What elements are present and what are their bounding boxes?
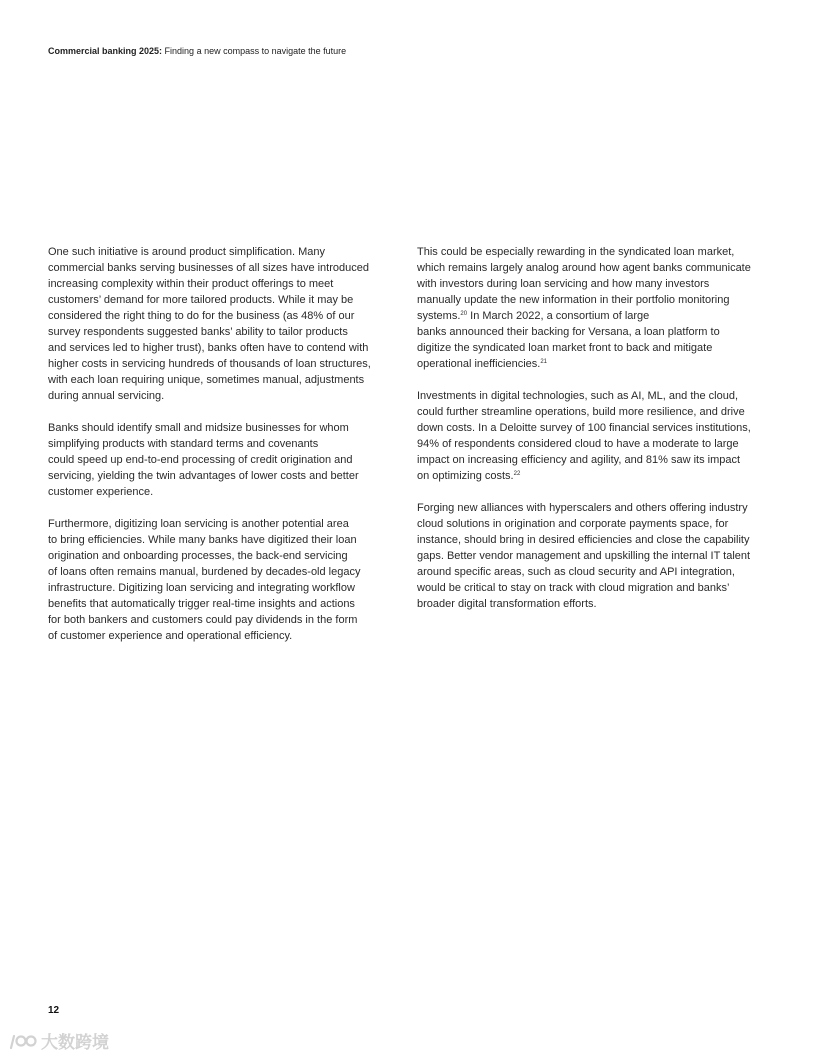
text-line: and services led to higher trust), banks often have to contend with [48, 342, 369, 354]
text-line: One such initiative is around product simplification. Many [48, 246, 325, 258]
text-line: around specific areas, such as cloud security and API integration, [417, 566, 735, 578]
text-line: Furthermore, digitizing loan servicing is another potential area [48, 518, 349, 530]
text-line: for both bankers and customers could pay dividends in the form [48, 614, 358, 626]
text-line: cloud solutions in origination and corporate payments space, for [417, 518, 729, 530]
text-line: Banks should identify small and midsize businesses for whom [48, 422, 349, 434]
text-line [417, 356, 767, 372]
text-line: digitize the syndicated loan market front to back and mitigate [417, 342, 713, 354]
text-line: gaps. Better vendor management and upskilling the internal IT talent [417, 550, 751, 562]
text-line: commercial banks serving businesses of all sizes have introduced [48, 262, 369, 274]
text-line: customer experience. [48, 486, 154, 498]
footnote-ref-21: 21 [540, 359, 548, 365]
right-column [417, 244, 767, 628]
footnote-ref-20: 20 [460, 311, 468, 317]
text-line: This could be especially rewarding in the syndicated loan market, [417, 246, 735, 258]
header-subtitle: Finding a new compass to navigate the future [162, 46, 347, 56]
text-line: survey respondents suggested banks’ ability to tailor products [48, 326, 348, 338]
text-line: benefits that automatically trigger real-time insights and actions [48, 598, 355, 610]
header-title-bold: Commercial banking 2025: [48, 46, 163, 56]
running-header [48, 46, 346, 56]
text-line: Investments in digital technologies, such as AI, ML, and the cloud, [417, 390, 739, 402]
text-line: servicing, yielding the twin advantages of lower costs and better [48, 470, 359, 482]
text-line: instance, should bring in desired efficiencies and close the capability [417, 534, 750, 546]
text-line: Forging new alliances with hyperscalers and others offering industry [417, 502, 748, 514]
text-line: simplifying products with standard terms and covenants [48, 438, 319, 450]
text-line: to bring efficiencies. While many banks have digitized their loan [48, 534, 357, 546]
text-line: infrastructure. Digitizing loan servicing and integrating workflow [48, 582, 355, 594]
text-line: would be critical to stay on track with cloud migration and banks’ [417, 582, 730, 594]
text-fragment: systems. [417, 310, 461, 322]
paragraph-syndicated-loans [417, 244, 767, 372]
text-line: manually update the new information in their portfolio monitoring [417, 294, 730, 306]
text-line: down costs. In a Deloitte survey of 100 financial services institutions, [417, 422, 751, 434]
text-line [417, 308, 767, 324]
text-line: with investors during loan servicing and how many investors [417, 278, 710, 290]
paragraph-product-simplification [48, 244, 390, 404]
text-fragment: In March 2022, a consortium of large [467, 310, 650, 322]
text-line: with each loan requiring unique, sometimes manual, adjustments [48, 374, 365, 386]
text-line: broader digital transformation efforts. [417, 598, 597, 610]
text-line [417, 468, 767, 484]
text-line: banks announced their backing for Versana, a loan platform to [417, 326, 720, 338]
watermark [8, 1028, 109, 1053]
text-line: could speed up end-to-end processing of credit origination and [48, 454, 353, 466]
text-line: 94% of respondents considered cloud to have a moderate to large [417, 438, 739, 450]
text-line: could further streamline operations, build more resilience, and drive [417, 406, 745, 418]
footnote-ref-22: 22 [513, 471, 521, 477]
text-fragment: operational inefficiencies. [417, 358, 541, 370]
text-line: higher costs in servicing hundreds of thousands of loan structures, [48, 358, 371, 370]
text-line: during annual servicing. [48, 390, 165, 402]
left-column [48, 244, 390, 660]
paragraph-hyperscaler-alliances [417, 500, 767, 612]
text-line: which remains largely analog around how agent banks communicate [417, 262, 751, 274]
text-line: impact on increasing efficiency and agility, and 81% saw its impact [417, 454, 741, 466]
text-line: considered the right thing to do for the business (as 48% of our [48, 310, 355, 322]
text-line: of loans often remains manual, burdened by decades-old legacy [48, 566, 361, 578]
text-line: of customer experience and operational efficiency. [48, 630, 293, 642]
paragraph-smb-simplification [48, 420, 390, 500]
paragraph-digital-investments [417, 388, 767, 484]
text-fragment: on optimizing costs. [417, 470, 514, 482]
text-line: origination and onboarding processes, the back-end servicing [48, 550, 348, 562]
page-number: 12 [48, 1005, 60, 1016]
text-line: increasing complexity within their product offerings to meet [48, 278, 334, 290]
paragraph-loan-servicing [48, 516, 390, 644]
watermark-logo-icon [8, 1031, 38, 1051]
text-line: customers’ demand for more tailored products. While it may be [48, 294, 354, 306]
watermark-text: 大数跨境 [41, 1033, 109, 1053]
